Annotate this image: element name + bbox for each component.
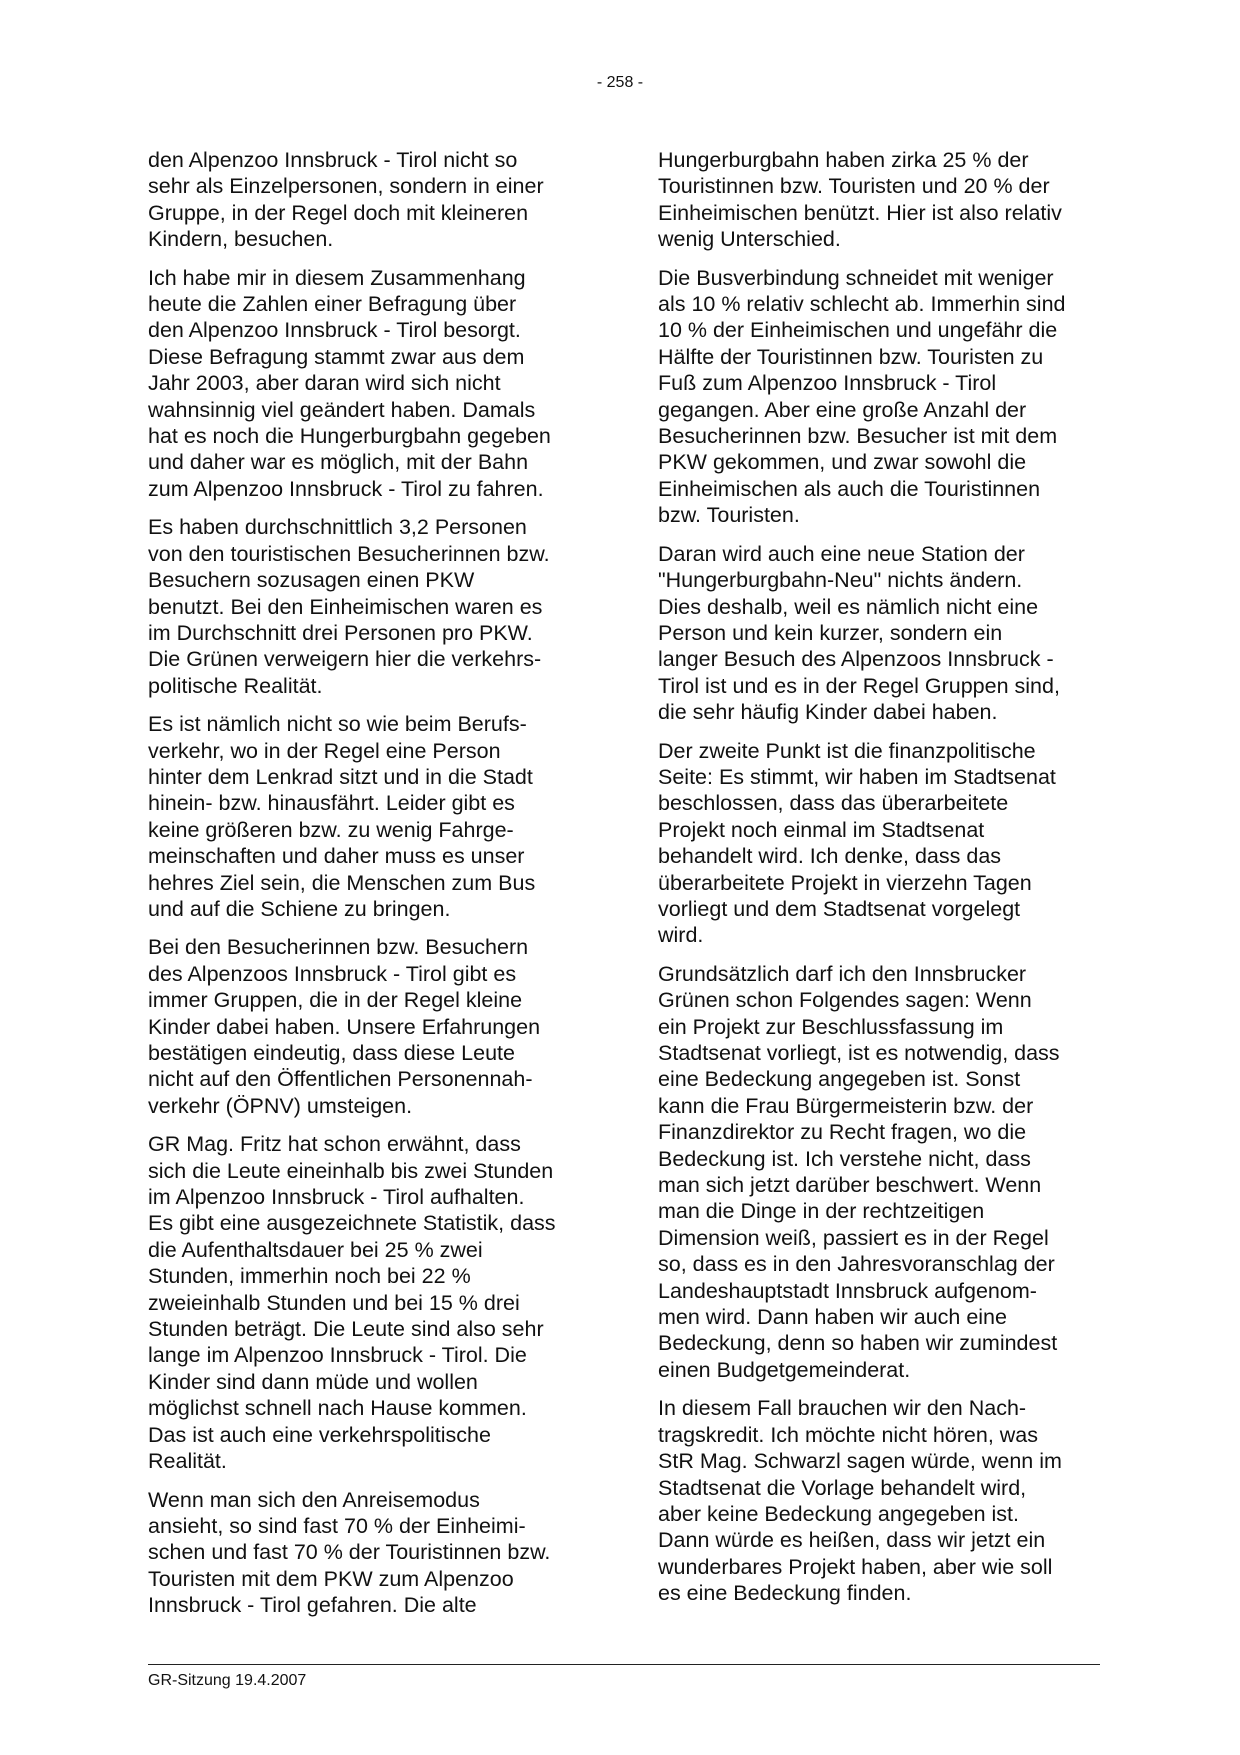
right-column bbox=[658, 147, 1108, 1619]
text-line: hinter dem Lenkrad sitzt und in die Stadt bbox=[148, 764, 533, 789]
text-line: 10 % der Einheimischen und ungefähr die bbox=[658, 318, 1058, 343]
text-line: Einheimischen benützt. Hier ist also relativ bbox=[658, 200, 1062, 225]
text-line: überarbeitete Projekt in vierzehn Tagen bbox=[658, 870, 1032, 895]
text-line: wenig Unterschied. bbox=[658, 227, 841, 252]
text-line: Kinder sind dann müde und wollen bbox=[148, 1369, 478, 1394]
text-line: Touristen mit dem PKW zum Alpenzoo bbox=[148, 1566, 514, 1591]
text-line: Kinder dabei haben. Unsere Erfahrungen bbox=[148, 1014, 541, 1039]
text-line: Es gibt eine ausgezeichnete Statistik, dass bbox=[148, 1211, 556, 1236]
text-line: wahnsinnig viel geändert haben. Damals bbox=[148, 397, 536, 422]
text-line: lange im Alpenzoo Innsbruck - Tirol. Die bbox=[148, 1343, 527, 1368]
footer-divider bbox=[148, 1664, 1100, 1665]
text-line: Projekt noch einmal im Stadtsenat bbox=[658, 817, 985, 842]
paragraph bbox=[658, 147, 1108, 253]
text-line: man sich jetzt darüber beschwert. Wenn bbox=[658, 1173, 1042, 1198]
text-line: Bei den Besucherinnen bzw. Besuchern bbox=[148, 935, 529, 960]
text-line: Der zweite Punkt ist die finanzpolitische bbox=[658, 738, 1036, 763]
text-line: Dann würde es heißen, dass wir jetzt ein bbox=[658, 1528, 1046, 1553]
text-line: von den touristischen Besucherinnen bzw. bbox=[148, 541, 550, 566]
text-line: Dimension weiß, passiert es in der Regel bbox=[658, 1225, 1049, 1250]
text-line: den Alpenzoo Innsbruck - Tirol nicht so bbox=[148, 148, 518, 172]
text-line: behandelt wird. Ich denke, dass das bbox=[658, 844, 1002, 869]
text-line: vorliegt und dem Stadtsenat vorgelegt bbox=[658, 896, 1021, 921]
text-line: PKW gekommen, und zwar sowohl die bbox=[658, 450, 1027, 475]
paragraph bbox=[658, 265, 1108, 529]
text-line: Finanzdirektor zu Recht fragen, wo die bbox=[658, 1120, 1027, 1145]
text-line: Touristinnen bzw. Touristen und 20 % der bbox=[658, 174, 1050, 199]
paragraph bbox=[148, 711, 598, 922]
text-line: beschlossen, dass das überarbeitete bbox=[658, 791, 1009, 816]
text-line: Fuß zum Alpenzoo Innsbruck - Tirol bbox=[658, 371, 997, 396]
text-line: und daher war es möglich, mit der Bahn bbox=[148, 450, 529, 475]
left-column bbox=[148, 147, 598, 1631]
text-line: Stadtsenat die Vorlage behandelt wird, bbox=[658, 1475, 1027, 1500]
text-line: Diese Befragung stammt zwar aus dem bbox=[148, 344, 525, 369]
text-line: zweieinhalb Stunden und bei 15 % drei bbox=[148, 1290, 520, 1315]
text-line: Innsbruck - Tirol gefahren. Die alte bbox=[148, 1593, 477, 1618]
paragraph bbox=[148, 1131, 598, 1474]
text-line: Hungerburgbahn haben zirka 25 % der bbox=[658, 148, 1029, 172]
text-line: Bedeckung, denn so haben wir zumindest bbox=[658, 1331, 1058, 1356]
text-line: eine Bedeckung angegeben ist. Sonst bbox=[658, 1067, 1021, 1092]
paragraph bbox=[658, 738, 1108, 949]
text-line: Ich habe mir in diesem Zusammenhang bbox=[148, 265, 526, 290]
text-line: Stadtsenat vorliegt, ist es notwendig, dass bbox=[658, 1041, 1060, 1065]
text-line: und auf die Schiene zu bringen. bbox=[148, 896, 451, 921]
text-line: einen Budgetgemeinderat. bbox=[658, 1357, 911, 1382]
page-number: - 258 - bbox=[596, 74, 644, 91]
text-line: Hälfte der Touristinnen bzw. Touristen zu bbox=[658, 344, 1044, 369]
paragraph bbox=[148, 265, 598, 503]
text-line: schen und fast 70 % der Touristinnen bzw. bbox=[148, 1540, 551, 1565]
text-line: hat es noch die Hungerburgbahn gegeben bbox=[148, 424, 551, 449]
text-line: politische Realität. bbox=[148, 673, 323, 698]
paragraph bbox=[148, 147, 598, 253]
text-line: wird. bbox=[658, 923, 704, 948]
text-line: heute die Zahlen einer Befragung über bbox=[148, 292, 517, 317]
text-line: Landeshauptstadt Innsbruck aufgenom- bbox=[658, 1278, 1037, 1303]
paragraph bbox=[148, 934, 598, 1119]
text-line: bzw. Touristen. bbox=[658, 503, 800, 528]
text-line: GR Mag. Fritz hat schon erwähnt, dass bbox=[148, 1132, 521, 1157]
text-line: ein Projekt zur Beschlussfassung im bbox=[658, 1014, 1004, 1039]
text-line: den Alpenzoo Innsbruck - Tirol besorgt. bbox=[148, 318, 521, 343]
text-line: hehres Ziel sein, die Menschen zum Bus bbox=[148, 870, 536, 895]
text-line: man die Dinge in der rechtzeitigen bbox=[658, 1199, 985, 1224]
text-line: Stunden beträgt. Die Leute sind also sehr bbox=[148, 1317, 544, 1342]
text-line: Realität. bbox=[148, 1449, 227, 1474]
text-line: zum Alpenzoo Innsbruck - Tirol zu fahren. bbox=[148, 476, 544, 501]
text-line: möglichst schnell nach Hause kommen. bbox=[148, 1396, 527, 1421]
paragraph bbox=[148, 514, 598, 699]
text-line: Tirol ist und es in der Regel Gruppen sind, bbox=[658, 673, 1060, 698]
text-line: In diesem Fall brauchen wir den Nach- bbox=[658, 1396, 1027, 1421]
text-line: Die Grünen verweigern hier die verkehrs- bbox=[148, 647, 542, 672]
text-line: Daran wird auch eine neue Station der bbox=[658, 541, 1025, 566]
text-line: benutzt. Bei den Einheimischen waren es bbox=[148, 594, 543, 619]
text-line: Jahr 2003, aber daran wird sich nicht bbox=[148, 371, 501, 396]
text-line: Bedeckung ist. Ich verstehe nicht, dass bbox=[658, 1146, 1031, 1171]
text-line: "Hungerburgbahn-Neu" nichts ändern. bbox=[658, 568, 1023, 593]
text-line: StR Mag. Schwarzl sagen würde, wenn im bbox=[658, 1449, 1062, 1474]
text-line: immer Gruppen, die in der Regel kleine bbox=[148, 988, 523, 1013]
text-line: Es ist nämlich nicht so wie beim Berufs- bbox=[148, 712, 527, 737]
text-line: Es haben durchschnittlich 3,2 Personen bbox=[148, 515, 527, 540]
text-line: Grünen schon Folgendes sagen: Wenn bbox=[658, 988, 1032, 1013]
text-line: Einheimischen als auch die Touristinnen bbox=[658, 476, 1041, 501]
text-line: Die Busverbindung schneidet mit weniger bbox=[658, 265, 1054, 290]
text-line: Besuchern sozusagen einen PKW bbox=[148, 568, 475, 593]
text-line: hinein- bzw. hinausfährt. Leider gibt es bbox=[148, 791, 515, 816]
text-line: die Aufenthaltsdauer bei 25 % zwei bbox=[148, 1237, 483, 1262]
text-line: die sehr häufig Kinder dabei haben. bbox=[658, 700, 998, 725]
text-line: es eine Bedeckung finden. bbox=[658, 1581, 912, 1606]
paragraph bbox=[658, 961, 1108, 1384]
text-line: men wird. Dann haben wir auch eine bbox=[658, 1305, 1007, 1330]
text-line: aber keine Bedeckung angegeben ist. bbox=[658, 1501, 1019, 1526]
text-line: im Durchschnitt drei Personen pro PKW. bbox=[148, 620, 533, 645]
text-line: verkehr (ÖPNV) umsteigen. bbox=[148, 1093, 413, 1118]
paragraph bbox=[658, 541, 1108, 726]
text-line: Das ist auch eine verkehrspolitische bbox=[148, 1422, 491, 1447]
text-line: keine größeren bzw. zu wenig Fahrge- bbox=[148, 817, 514, 842]
text-line: ansieht, so sind fast 70 % der Einheimi- bbox=[148, 1513, 526, 1538]
text-line: langer Besuch des Alpenzoos Innsbruck - bbox=[658, 647, 1054, 672]
text-line: kann die Frau Bürgermeisterin bzw. der bbox=[658, 1093, 1034, 1118]
text-line: des Alpenzoos Innsbruck - Tirol gibt es bbox=[148, 961, 517, 986]
text-line: Dies deshalb, weil es nämlich nicht eine bbox=[658, 594, 1039, 619]
text-line: sehr als Einzelpersonen, sondern in einer bbox=[148, 174, 544, 199]
text-line: tragskredit. Ich möchte nicht hören, was bbox=[658, 1422, 1039, 1447]
text-line: Gruppe, in der Regel doch mit kleineren bbox=[148, 200, 529, 225]
text-line: als 10 % relativ schlecht ab. Immerhin sind bbox=[658, 292, 1066, 317]
paragraph bbox=[148, 1487, 598, 1619]
text-line: so, dass es in den Jahresvoranschlag der bbox=[658, 1252, 1055, 1277]
text-line: Stunden, immerhin noch bei 22 % bbox=[148, 1264, 471, 1289]
text-line: wunderbares Projekt haben, aber wie soll bbox=[658, 1554, 1053, 1579]
text-line: Grundsätzlich darf ich den Innsbrucker bbox=[658, 961, 1027, 986]
text-line: im Alpenzoo Innsbruck - Tirol aufhalten. bbox=[148, 1185, 525, 1210]
text-line: meinschaften und daher muss es unser bbox=[148, 844, 525, 869]
text-line: sich die Leute eineinhalb bis zwei Stunden bbox=[148, 1158, 554, 1183]
text-line: Wenn man sich den Anreisemodus bbox=[148, 1487, 480, 1512]
footer-session-date: GR-Sitzung 19.4.2007 bbox=[148, 1672, 307, 1689]
text-line: nicht auf den Öffentlichen Personennah- bbox=[148, 1067, 533, 1092]
text-line: bestätigen eindeutig, dass diese Leute bbox=[148, 1041, 515, 1065]
paragraph bbox=[658, 1395, 1108, 1606]
text-line: gegangen. Aber eine große Anzahl der bbox=[658, 397, 1027, 422]
text-line: Besucherinnen bzw. Besucher ist mit dem bbox=[658, 424, 1058, 449]
text-line: Person und kein kurzer, sondern ein bbox=[658, 620, 1003, 645]
text-line: Kindern, besuchen. bbox=[148, 227, 334, 252]
text-line: Seite: Es stimmt, wir haben im Stadtsenat bbox=[658, 764, 1056, 789]
text-line: verkehr, wo in der Regel eine Person bbox=[148, 738, 501, 763]
